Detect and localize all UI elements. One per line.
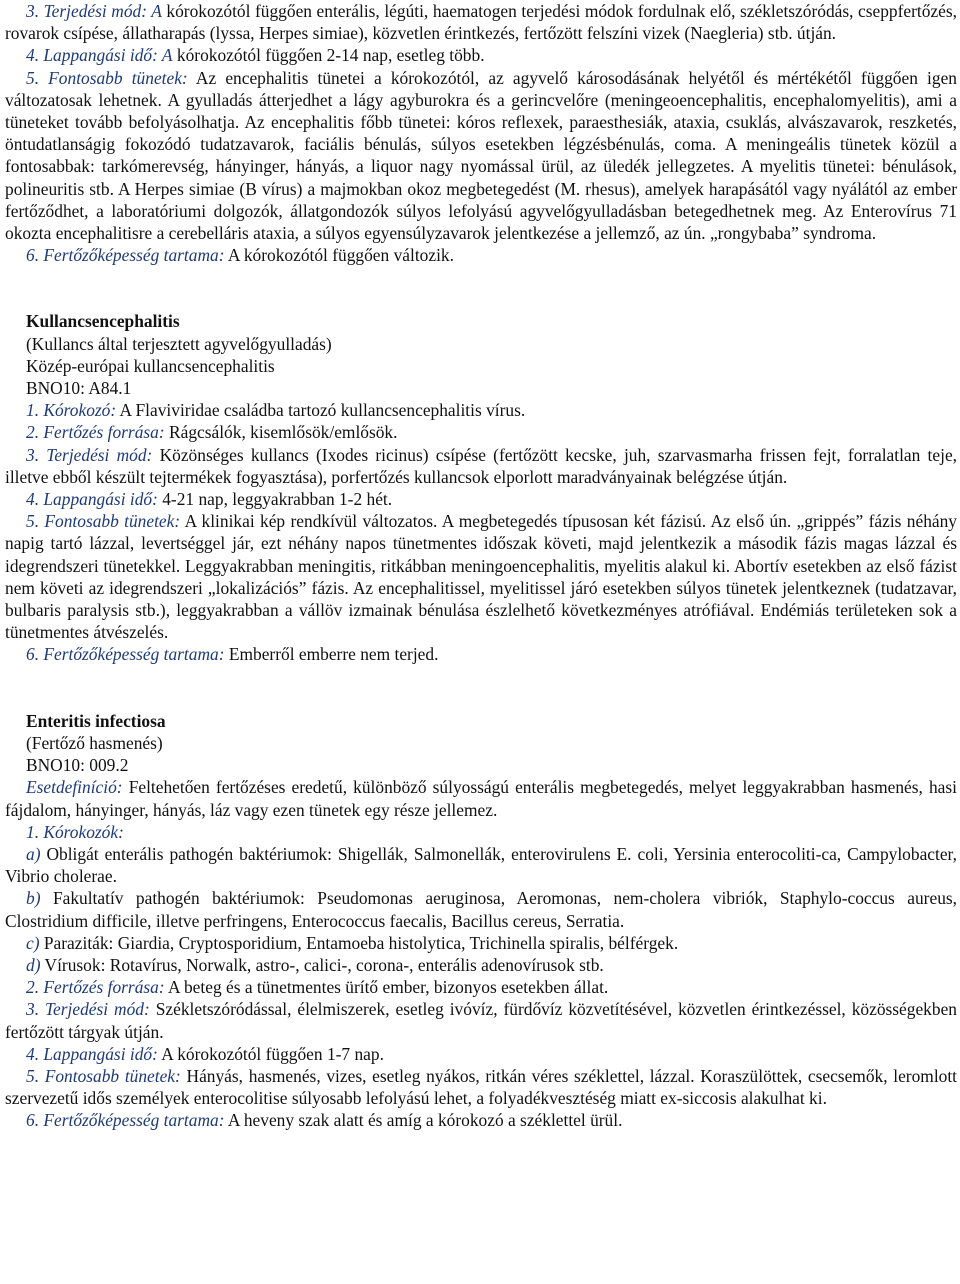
item-text: Székletszóródással, élelmiszerek, esetleg ivóvíz, fürdővíz közvetítésével, közvetlen érintkezéssel, közösségekben fertőzött tárgyak útján. [5, 999, 957, 1042]
paragraph-incubation [5, 1043, 957, 1065]
paragraph-pathogens-d [5, 954, 957, 976]
paragraph-transmission [5, 444, 957, 488]
item-label: 2. Fertőzés forrása: [26, 977, 165, 998]
item-text: Fakultatív pathogén baktériumok: Pseudomonas aeruginosa, Aeromonas, nem-cholera vibriók, Staphylo-coccus aureus, Clostridium difficile, illetve perfringens, Enterococcus faecalis, Bacillus cereus, Serratia. [5, 888, 957, 931]
item-text: A heveny szak alatt és amíg a kórokozó a széklettel ürül. [224, 1110, 623, 1131]
section-code: BNO10: A84.1 [26, 378, 132, 399]
item-label: 6. Fertőzőképesség tartama: [26, 1110, 225, 1131]
item-text: 4-21 nap, leggyakrabban 1-2 hét. [157, 489, 393, 510]
paragraph-pathogens-a [5, 843, 957, 887]
section-title: Enteritis infectiosa [26, 710, 166, 731]
item-text: Közönséges kullancs (Ixodes ricinus) csípése (fertőzött kecske, juh, szarvasmarha frissen fejt, forralatlan teje, illetve ebből készült tejtermékek fogyasztása), porfertőzés kullancsok elporlott maradványainak belégzése útján. [5, 444, 958, 487]
paragraph-incubation [5, 44, 957, 66]
section-subtitle: (Kullancs által terjesztett agyvelőgyulladás) [26, 333, 332, 354]
paragraph-contagious-period [5, 643, 957, 665]
paragraph-pathogens-b [5, 887, 957, 931]
item-text: A kórokozótól függően 1-7 nap. [157, 1043, 384, 1064]
paragraph-incubation [5, 488, 957, 510]
item-text: Emberről emberre nem terjed. [224, 644, 439, 665]
paragraph-symptoms [5, 1065, 957, 1109]
item-label: 6. Fertőzőképesség tartama: [26, 644, 225, 665]
section-gap [5, 666, 957, 710]
section-title: Kullancsencephalitis [26, 311, 180, 332]
item-text: Rágcsálók, kisemlősök/emlősök. [164, 422, 398, 443]
item-label: 3. Terjedési mód: [26, 444, 153, 465]
item-label: b) [26, 888, 41, 909]
item-label: 3. Terjedési mód: [26, 999, 150, 1020]
item-label: 6. Fertőzőképesség tartama: [26, 245, 225, 266]
item-label: 4. Lappangási idő: A [26, 45, 173, 66]
section-subtitle: (Fertőző hasmenés) [26, 732, 163, 753]
item-text: kórokozótól függően enterális, légúti, haematogen terjedési módok fordulnak elő, székletszóródás, cseppfertőzés, rovarok csípése, állatharapás (lyssa, Herpes simiae), közvetlen érintkezés, fertőzött felszíni vizek (Naegleria) stb. útján. [5, 1, 957, 44]
item-text: Vírusok: Rotavírus, Norwalk, astro-, calici-, corona-, enterális adenovírusok stb. [40, 954, 604, 975]
item-text: Feltehetően fertőzéses eredetű, különböző súlyosságú enterális megbetegedés, melyet leggyakrabban hasmenés, hasi fájdalom, hányinger, hányás, láz vagy ezen tünetek egy része jellemez. [5, 777, 957, 820]
paragraph-pathogen [5, 399, 957, 421]
item-label: 2. Fertőzés forrása: [26, 422, 165, 443]
item-label: c) [26, 932, 40, 953]
paragraph-symptoms [5, 67, 957, 245]
paragraph-contagious-period [5, 244, 957, 266]
paragraph-case-definition [5, 776, 957, 820]
document-page [5, 0, 957, 1132]
item-text: A klinikai kép rendkívül változatos. A megbetegedés típusosan két fázisú. Az első ún. „grippés” fázis néhány napig tartó lázzal, levertséggel jár, ezt néhány napos tünetmentes időszak követi, majd jelentkezik a második fázis magas lázzal és idegrendszeri tünetekkel. Leggyakrabban meningitis, ritkábban meningoencephalitis, myelitis alakul ki. Abortív esetekben az első fázist nem követi az idegrendszeri „lokalizációs” fázis. Az encephalitissel, myelitissel járó esetekben súlyos tünetek jelentkeznek (tudatzavar, bulbaris paralysis stb.), leggyakrabban a vállöv izmainak bénulása észlelhető következményes atrófiával. Endémiás területeken sok a tünetmentes átvészelés. [5, 511, 958, 643]
item-text: kórokozótól függően 2-14 nap, esetleg több. [172, 45, 485, 66]
paragraph-pathogens-c [5, 932, 957, 954]
item-label: 5. Fontosabb tünetek: [26, 67, 188, 88]
item-text: Az encephalitis tünetei a kórokozótól, az agyvelő károsodásának helyétől és mértékétől függően igen változatosak lehetnek. A gyulladás átterjedhet a lágy agyburokra és a gerincvelőre (meningeoencephalitis, encephalomyelitis), ami a tüneteket tovább befolyásolhatja. Az encephalitis főbb tünetei: kóros reflexek, paraesthesiák, ataxia, csuklás, alvászavarok, reszketés, öntudatlanságig fokozódó tudatzavarok, faciális bénulás, súlyos esetekben légzésbénulás, coma. A meningeális tünetek közül a fontosabbak: tarkómerevség, hányinger, hányás, a liquor nagy nyomással ürül, az üledék jellegzetes. A myelitis tünetei: bénulások, polineuritis stb. A Herpes simiae (B vírus) a majmokban okoz megbetegedést (M. rhesus), amelyek harapásától vagy nyálától az ember fertőződhet, a laboratóriumi dolgozók, állatgondozók súlyos lefolyású agyvelőgyulladásban betegedhetnek meg. Az Enterovírus 71 okozta encephalitisre a cerebelláris ataxia, a súlyos egyensúlyzavarok jelentkezése a jellemző, az ún. „rongybaba” syndroma. [5, 67, 957, 244]
section-code: BNO10: 009.2 [26, 755, 129, 776]
item-label: 3. Terjedési mód: A [26, 1, 162, 21]
paragraph-source [5, 421, 957, 443]
item-text: Obligát enterális pathogén baktériumok: Shigellák, Salmonellák, enterovirulens E. coli, Yersinia enterocoliti-ca, Campylobacter, Vibrio cholerae. [5, 843, 957, 887]
item-text: Paraziták: Giardia, Cryptosporidium, Entamoeba histolytica, Trichinella spiralis, bélférgek. [39, 932, 679, 953]
item-text: A Flaviviridae családba tartozó kullancsencephalitis vírus. [116, 400, 526, 421]
paragraph-transmission [5, 998, 957, 1042]
item-label: 5. Fontosabb tünetek: [26, 511, 181, 532]
item-label: 4. Lappangási idő: [26, 1043, 158, 1064]
item-label: 5. Fontosabb tünetek: [26, 1065, 181, 1086]
section-subtitle: Közép-európai kullancsencephalitis [26, 355, 275, 376]
item-label: 1. Kórokozók: [26, 821, 124, 842]
paragraph-contagious-period [5, 1109, 957, 1131]
item-text: A beteg és a tünetmentes ürítő ember, bizonyos esetekben állat. [164, 977, 609, 998]
item-label: d) [26, 954, 41, 975]
item-label: Esetdefiníció: [26, 777, 123, 798]
paragraph-source [5, 976, 957, 998]
item-text: Hányás, hasmenés, vizes, esetleg nyákos, ritkán véres széklettel, lázzal. Koraszülöttek, csecsemők, leromlott szervezetű idős személyek enterocolitise súlyosabb lefolyású lehet, a folyadékvesztéség miatt ex-siccosis alakulhat ki. [5, 1065, 958, 1109]
section-gap [5, 266, 957, 310]
paragraph-pathogens-heading [5, 821, 957, 843]
item-label: a) [26, 843, 41, 864]
paragraph-transmission [5, 0, 957, 44]
item-text: A kórokozótól függően változik. [224, 245, 454, 266]
item-label: 1. Kórokozó: [26, 400, 117, 421]
paragraph-symptoms [5, 510, 957, 643]
item-label: 4. Lappangási idő: [26, 489, 158, 510]
